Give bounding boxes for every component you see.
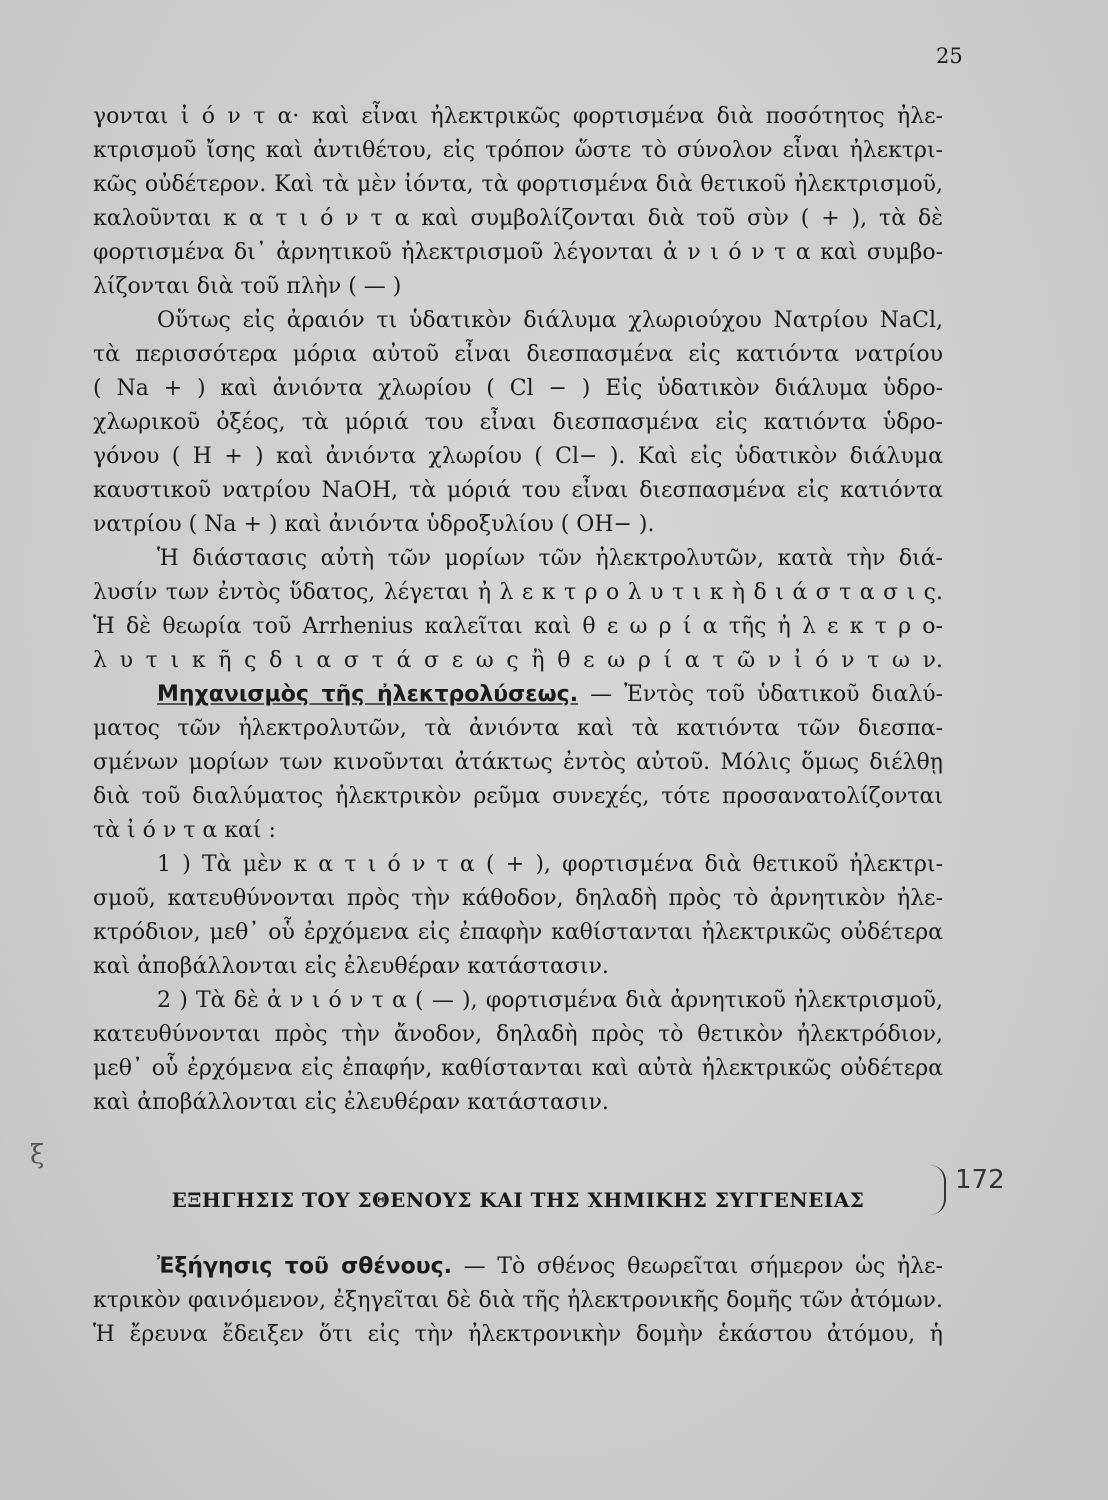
text-line: κτρόδιον, μεθ᾽ οὗ ἐρχόμενα εἰς ἐπαφὴν καθίστανται ἠλεκτρικῶς οὐδέτερα	[93, 920, 943, 945]
list-item-anions	[93, 984, 943, 1120]
text-line: ματος τῶν ἠλεκτρολυτῶν, τὰ ἀνιόντα καὶ τὰ κατιόντα τῶν διεσπα-	[93, 716, 943, 741]
text-line: διὰ τοῦ διαλύματος ἠλεκτρικὸν ρεῦμα συνεχές, τότε προσανατολίζονται	[93, 784, 943, 809]
text-line	[93, 678, 943, 712]
text-line: λυσίν των ἐντὸς ὕδατος, λέγεται ἠ λ ε κ τ ρ ο λ υ τ ι κ ὴ δ ι ά σ τ α σ ι ς.	[93, 580, 943, 605]
text-line: 2 ) Τὰ δὲ ἀ ν ι ό ν τ α ( — ), φορτισμένα διὰ ἀρνητικοῦ ἠλεκτρισμοῦ,	[157, 988, 943, 1013]
spacer	[93, 1120, 943, 1180]
handwritten-margin-note: 172	[955, 1165, 1005, 1195]
handwritten-bracket	[930, 1165, 946, 1215]
text-line: τὰ ἰ ό ν τ α καί :	[93, 818, 276, 843]
text-line: φορτισμένα δι᾽ ἀρνητικοῦ ἠλεκτρισμοῦ λέγονται ἀ ν ι ό ν τ α καὶ συμβο-	[93, 240, 943, 265]
text-line: λ υ τ ι κ ῆ ς δ ι α σ τ ά σ ε ω ς ἢ θ ε ω ρ ί α τ ῶ ν ἰ ό ν τ ω ν.	[93, 648, 943, 673]
text-line: χλωρικοῦ ὀξέος, τὰ μόριά του εἶναι διεσπασμένα εἰς κατιόντα ὑδρο-	[93, 410, 943, 435]
section-valence	[93, 1250, 943, 1352]
text-line: κῶς οὐδέτερον. Καὶ τὰ μὲν ἰόντα, τὰ φορτισμένα διὰ θετικοῦ ἠλεκτρισμοῦ,	[93, 172, 943, 197]
section-title: Ἐξήγησις τοῦ σθένους.	[157, 1254, 452, 1279]
section-title: Μηχανισμὸς τῆς ἠλεκτρολύσεως.	[157, 682, 579, 707]
text-line: κτρικὸν φαινόμενον, ἐξηγεῖται δὲ διὰ τῆς ἠλεκτρονικῆς δομῆς τῶν ἀτόμων.	[93, 1288, 943, 1313]
text-line: γονται ἰ ό ν τ α· καὶ εἶναι ἠλεκτρικῶς φορτισμένα διὰ ποσότητος ἠλε-	[93, 104, 943, 129]
text-line: Ἡ ἔρευνα ἔδειξεν ὅτι εἰς τὴν ἠλεκτρονικὴν δομὴν ἑκάστου ἀτόμου, ἡ	[93, 1322, 943, 1347]
text-line: 1 ) Τὰ μὲν κ α τ ι ό ν τ α ( + ), φορτισμένα διὰ θετικοῦ ἠλεκτρι-	[157, 852, 943, 877]
text-line: καυστικοῦ νατρίου NaOH, τὰ μόριά του εἶναι διεσπασμένα εἰς κατιόντα	[93, 478, 943, 503]
text-line: σμοῦ, κατευθύνονται πρὸς τὴν κάθοδον, δηλαδὴ πρὸς τὸ ἀρνητικὸν ἠλε-	[93, 886, 943, 911]
handwritten-margin-mark: ξ	[30, 1140, 45, 1170]
section-first-line: — Ἐντὸς τοῦ ὑδατικοῦ διαλύ-	[578, 682, 943, 707]
text-line: Ἡ δὲ θεωρία τοῦ Arrhenius καλεῖται καὶ θ ε ω ρ ί α τῆς ἠ λ ε κ τ ρ ο-	[93, 614, 943, 639]
text-line: καὶ ἀποβάλλονται εἰς ἐλευθέραν κατάστασιν.	[93, 1090, 609, 1115]
list-item-cations	[93, 848, 943, 984]
paragraph-examples	[93, 304, 943, 542]
text-line: λίζονται διὰ τοῦ πλὴν ( — )	[93, 274, 402, 299]
text-line	[93, 1250, 943, 1284]
text-line: ( Na + ) καὶ ἀνιόντα χλωρίου ( Cl − ) Εἰς ὑδατικὸν διάλυμα ὑδρο-	[93, 376, 943, 401]
section-electrolysis-mechanism	[93, 678, 943, 848]
text-line: Ἡ διάστασις αὐτὴ τῶν μορίων τῶν ἠλεκτρολυτῶν, κατὰ τὴν διά-	[157, 546, 943, 571]
body-text	[93, 100, 943, 1352]
text-line: σμένων μορίων των κινοῦνται ἀτάκτως ἐντὸς αὐτοῦ. Μόλις ὅμως διέλθῃ	[93, 750, 943, 775]
text-line: καλοῦνται κ α τ ι ό ν τ α καὶ συμβολίζονται διὰ τοῦ σὺν ( + ), τὰ δὲ	[93, 206, 943, 231]
text-line: γόνου ( H + ) καὶ ἀνιόντα χλωρίου ( Cl− ). Καὶ εἰς ὑδατικὸν διάλυμα	[93, 444, 943, 469]
paragraph-dissociation	[93, 542, 943, 678]
text-line: τὰ περισσότερα μόρια αὐτοῦ εἶναι διεσπασμένα εἰς κατιόντα νατρίου	[93, 342, 943, 367]
spacer	[93, 1220, 943, 1250]
text-line: Οὕτως εἰς ἀραιόν τι ὑδατικὸν διάλυμα χλωριούχου Νατρίου NaCl,	[157, 308, 943, 333]
text-line: μεθ᾽ οὗ ἐρχόμενα εἰς ἐπαφήν, καθίστανται καὶ αὐτὰ ἠλεκτρικῶς οὐδέτερα	[93, 1056, 943, 1081]
text-line: κατευθύνονται πρὸς τὴν ἄνοδον, δηλαδὴ πρὸς τὸ θετικὸν ἠλεκτρόδιον,	[93, 1022, 943, 1047]
paragraph-ions-intro	[93, 100, 943, 304]
text-line: νατρίου ( Na + ) καὶ ἀνιόντα ὑδροξυλίου ( OH− ).	[93, 512, 655, 537]
page-number: 25	[936, 44, 963, 68]
text-line: κτρισμοῦ ἴσης καὶ ἀντιθέτου, εἰς τρόπον ὥστε τὸ σύνολον εἶναι ἠλεκτρι-	[93, 138, 943, 163]
section-first-line: — Τὸ σθένος θεωρεῖται σήμερον ὡς ἠλε-	[451, 1254, 943, 1279]
text-line: καὶ ἀποβάλλονται εἰς ἐλευθέραν κατάστασιν.	[93, 954, 609, 979]
section-heading: ΕΞΗΓΗΣΙΣ ΤΟΥ ΣΘΕΝΟΥΣ ΚΑΙ ΤΗΣ ΧΗΜΙΚΗΣ ΣΥΓΓΕΝΕΙΑΣ	[171, 1188, 865, 1212]
